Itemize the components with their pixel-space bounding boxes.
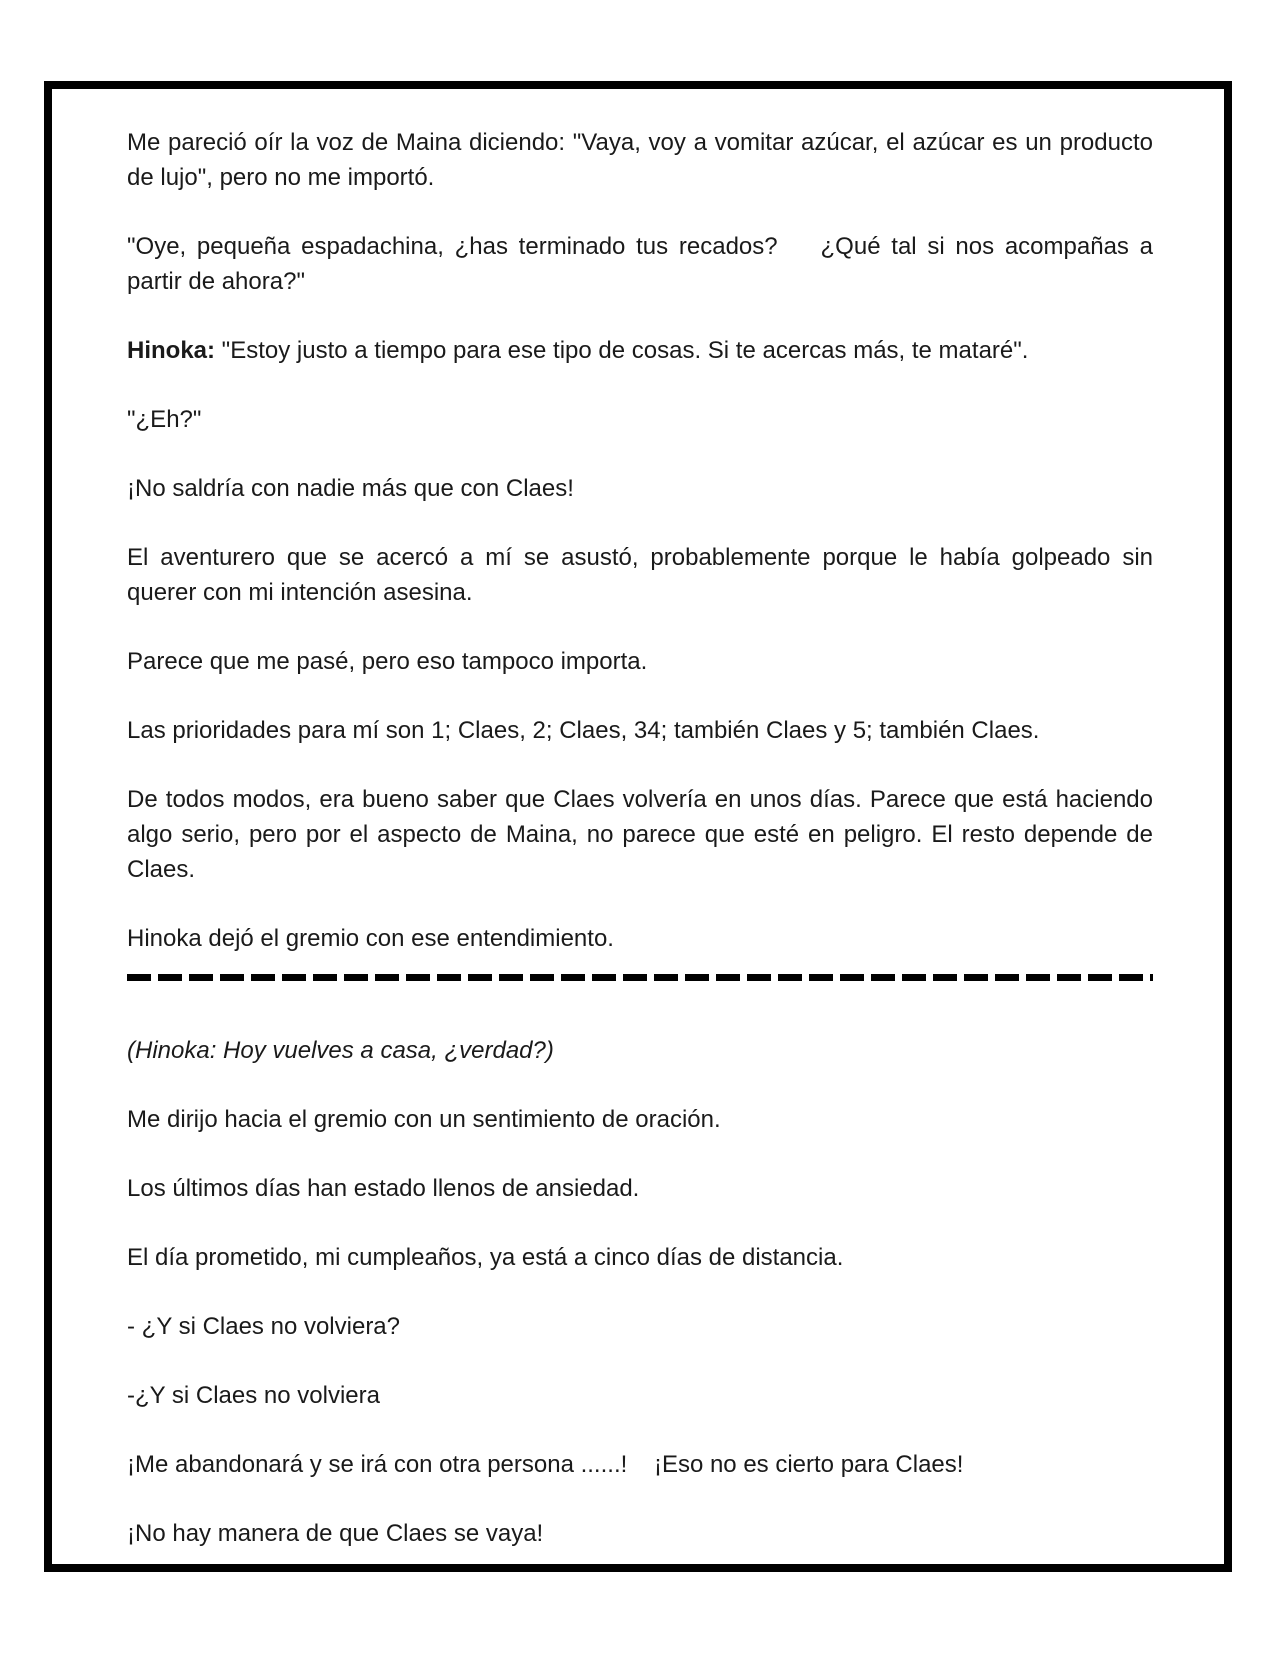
paragraph: Las prioridades para mí son 1; Claes, 2; Claes, 34; también Claes y 5; también Claes. bbox=[127, 717, 1040, 744]
paragraph: "¿Eh?" bbox=[127, 406, 202, 433]
paragraph: Los últimos días han estado llenos de ansiedad. bbox=[127, 1175, 640, 1202]
paragraph: ¡Me abandonará y se irá con otra persona ......! ¡Eso no es cierto para Claes! bbox=[127, 1451, 964, 1478]
speaker-name: Hinoka: bbox=[127, 337, 216, 364]
paragraph: El aventurero que se acercó a mí se asustó, probablemente porque le había golpeado sin querer con mi intención asesina. bbox=[127, 544, 1153, 606]
paragraph: Me dirijo hacia el gremio con un sentimiento de oración. bbox=[127, 1106, 721, 1133]
dialogue-text: "Estoy justo a tiempo para ese tipo de cosas. Si te acercas más, te mataré". bbox=[215, 337, 1029, 364]
paragraph: -¿Y si Claes no volviera bbox=[127, 1382, 380, 1409]
thought-paragraph: (Hinoka: Hoy vuelves a casa, ¿verdad?) bbox=[127, 1037, 554, 1064]
dialogue-paragraph bbox=[127, 333, 1153, 368]
paragraph: Me pareció oír la voz de Maina diciendo: "Vaya, voy a vomitar azúcar, el azúcar es un producto de lujo", pero no me importó. bbox=[127, 129, 1153, 191]
paragraph: - ¿Y si Claes no volviera? bbox=[127, 1313, 400, 1340]
paragraph: ¡No saldría con nadie más que con Claes! bbox=[127, 475, 574, 502]
paragraph: Parece que me pasé, pero eso tampoco importa. bbox=[127, 648, 648, 675]
paragraph: Hinoka dejó el gremio con ese entendimiento. bbox=[127, 925, 614, 952]
document-body bbox=[127, 125, 1160, 1551]
paragraph: ¡No hay manera de que Claes se vaya! bbox=[127, 1520, 544, 1547]
section-divider bbox=[127, 974, 1153, 981]
paragraph: "Oye, pequeña espadachina, ¿has terminado tus recados? ¿Qué tal si nos acompañas a partir de ahora?" bbox=[127, 233, 1160, 295]
paragraph: El día prometido, mi cumpleaños, ya está a cinco días de distancia. bbox=[127, 1244, 844, 1271]
paragraph: De todos modos, era bueno saber que Claes volvería en unos días. Parece que está haciendo algo serio, pero por el aspecto de Maina, no parece que esté en peligro. El resto depende de Claes. bbox=[127, 786, 1153, 883]
